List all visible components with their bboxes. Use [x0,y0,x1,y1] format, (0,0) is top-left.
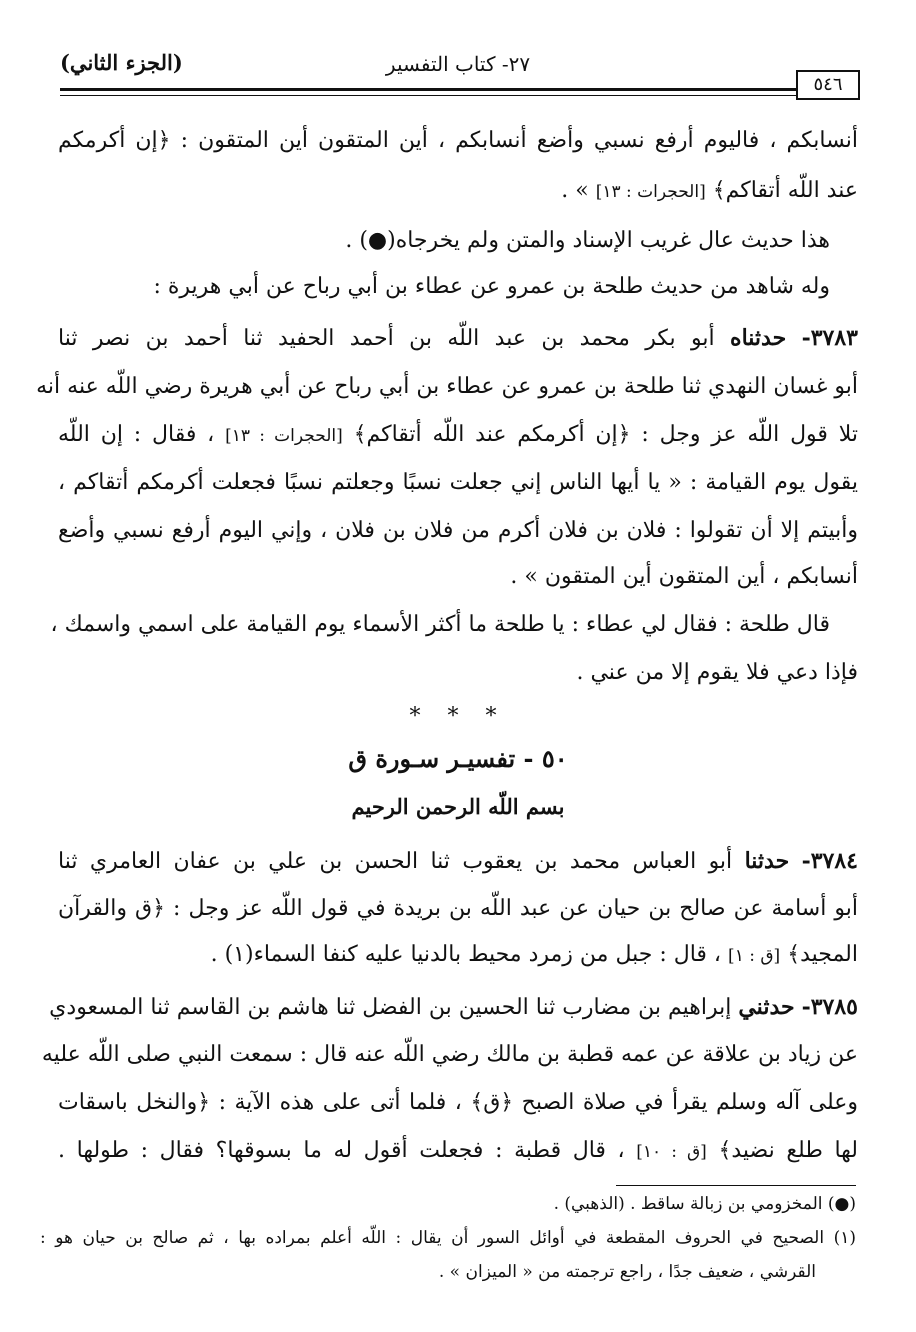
hadith-3784-line: ٣٧٨٤- حدثنا أبو العباس محمد بن يعقوب ثنا الحسن بن علي بن عفان العامري ثنا [58,848,858,874]
text-line: وأبيتم إلا أن تقولوا : فلان بن فلان أكرم من فلان بن فلان ، وإني اليوم أرفع نسبي وأضع [58,518,858,543]
text-line: هذا حديث عال غريب الإسناد والمتن ولم يخرجاه(●) . [345,228,830,253]
hadith-number: ٣٧٨٤- [801,848,858,874]
text-line: وله شاهد من حديث طلحة بن عمرو عن عطاء بن أبي رباح عن أبي هريرة : [153,274,830,299]
hadith-3785-line: ٣٧٨٥- حدثني إبراهيم بن مضارب ثنا الحسين بن الفضل ثنا هاشم بن القاسم ثنا المسعودي [49,994,858,1020]
hadith-number: ٣٧٨٥- [801,994,858,1020]
header-rule-thin [60,95,796,96]
hadith-3783-line: ٣٧٨٣- حدثناه أبو بكر محمد بن عبد اللّه بن أحمد الحفيد ثنا أحمد بن نصر ثنا [58,325,858,351]
verse-reference: [ق : ١] [728,946,781,966]
footnote-continuation: القرشي ، ضعيف جدًا ، راجع ترجمته من « الميزان » . [438,1262,816,1282]
footnote-rule [616,1185,856,1186]
quran-verse: تلا قول اللّه عز وجل : ﴿إن أكرمكم عند اللّه أتقاكم﴾ [353,422,858,447]
text-line: يقول يوم القيامة : « يا أيها الناس إني جعلت نسبًا وجعلتم نسبًا فجعلت أكرمكم أتقاكم ، [58,470,858,495]
text-line: عن زياد بن علاقة عن عمه قطبة بن مالك رضي اللّه عنه قال : سمعت النبي صلى اللّه عليه [41,1042,858,1067]
text-line: المجيد﴾ [ق : ١] ، قال : جبل من زمرد محيط بالدنيا عليه كنفا السماء(١) . [210,942,858,967]
chapter-title: ٢٧- كتاب التفسير [385,52,531,76]
text-line: أبو غسان النهدي ثنا طلحة بن عمرو عن عطاء بن أبي رباح عن أبي هريرة رضي اللّه عنه أنه [36,374,858,399]
quran-verse: عند اللّه أتقاكم﴾ [712,178,858,203]
page-number: ٥٤٦ [813,74,843,95]
page-number-box [796,70,860,100]
text-line: أبو أسامة عن صالح بن حيان عن عبد اللّه بن بريدة في قول اللّه عز وجل : ﴿ق والقرآن [58,896,858,921]
verse-reference: [الحجرات : ١٣] [595,182,706,202]
text-line: أنسابكم ، فاليوم أرفع نسبي وأضع أنسابكم ، أين المتقون أين المتقون : ﴿إن أكرمكم [58,128,858,153]
text-line: فإذا دعي فلا يقوم إلا من عني . [576,660,858,685]
text-line: تلا قول اللّه عز وجل : ﴿إن أكرمكم عند اللّه أتقاكم﴾ [الحجرات : ١٣] ، فقال : إن اللّه [58,422,858,447]
surah-title: ٥٠ - تفسيـر سـورة ق [348,744,568,773]
verse-reference: [الحجرات : ١٣] [225,426,343,446]
hadith-opening: حدثنا [744,848,790,874]
hadith-number: ٣٧٨٣- [801,325,858,351]
footnote: (١) الصحيح في الحروف المقطعة في أوائل السور أن يقال : اللّه أعلم بمراده بها ، ثم صالح بن حيان هو : [40,1228,856,1248]
footnote: (●) المخزومي بن زبالة ساقط . (الذهبي) . [553,1194,856,1214]
verse-reference: [ق : ١٠] [636,1142,707,1162]
header-rule-thick [60,88,796,91]
text-line: وعلى آله وسلم يقرأ في صلاة الصبح ﴿ق﴾ ، فلما أتى على هذه الآية : ﴿والنخل باسقات [58,1090,858,1115]
text-line: لها طلع نضيد﴾ [ق : ١٠] ، قال قطبة : فجعلت أقول له ما بسوقها؟ فقال : طولها . [58,1138,859,1163]
page-header [60,44,856,88]
text-line: قال طلحة : فقال لي عطاء : يا طلحة ما أكثر الأسماء يوم القيامة على اسمي واسمك ، [50,612,830,637]
section-separator: * * * [409,704,507,729]
part-label: (الجزء الثاني) [60,50,183,75]
text-line: عند اللّه أتقاكم﴾ [الحجرات : ١٣] » . [561,178,858,203]
quran-verse: لها طلع نضيد﴾ [718,1138,859,1163]
text-line: أنسابكم ، أين المتقون أين المتقون » . [510,564,858,589]
basmala: بسم اللّه الرحمن الرحيم [351,794,565,819]
hadith-opening: حدثناه [730,325,787,351]
quran-verse: المجيد﴾ [787,942,858,967]
hadith-opening: حدثني [738,994,795,1020]
